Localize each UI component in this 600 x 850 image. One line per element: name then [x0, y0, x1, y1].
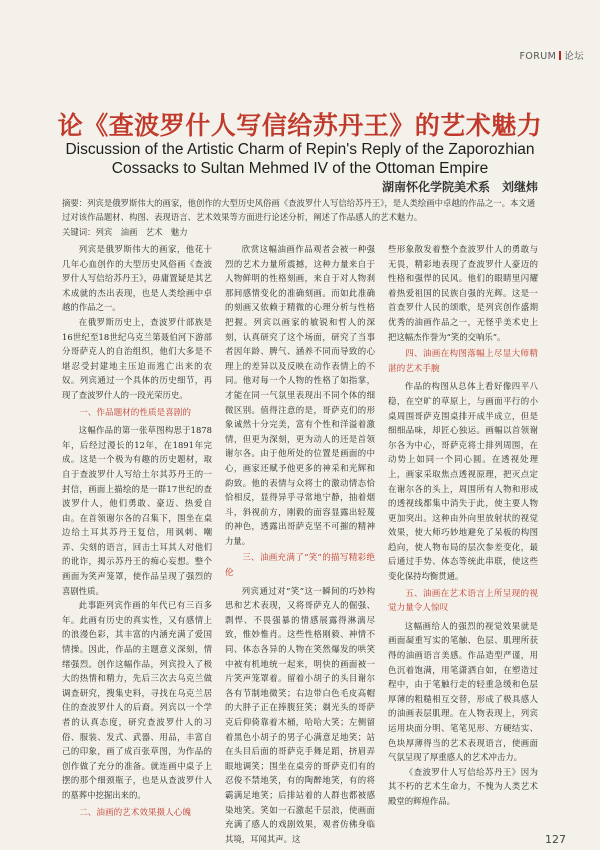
- page-number: 127: [545, 833, 566, 846]
- paragraph: 列宾是俄罗斯伟大的画家，他花十几年心血创作的大型历史风俗画《查波罗什人写信给苏丹王》，毋庸置疑是其艺术成就的杰出表现，也是人类绘画中卓越的作品之一。: [62, 244, 212, 313]
- paragraph: 欣赏这幅油画作品观者会被一种强烈的艺术力量所震撼，这种力量来自于人物鲜明的性格刻画，来自于对人物刹那间感情变化的准确刻画。而如此准确的刻画又依赖于精微的心理分析与性格把握。列宾以画家的敏锐和哲人的深刻，认真研究了这个场面，研究了当事者因年龄、脾气、涵养不同而导致的心理上的差异以及反映在动作表情上的不同。他对每一个人物的性格了如指掌，才能在同一气氛里表现出不同个体的细微区别。值得注意的是，哥萨克们的形象诚然十分完美，富有个性和洋溢着激情，但更为深刻，更为动人的还是首领谢尔各。由于他所处的位置是画面的中心，画家还赋予他更多的神采和光辉和韵致。他的表情与众将士的激动情态恰恰相反，显得异乎寻常地宁静，抽着烟斗，斜视前方，刚毅的面容显露出轻蔑的神色，透露出哥萨克坚不可摧的精神力量。: [225, 244, 375, 546]
- abstract-block: [62, 197, 538, 239]
- section-heading: 四、油画在构图落幅上尽显大师精湛的艺术手腕: [388, 349, 538, 374]
- section-heading: 二、油画的艺术效果摄人心魄: [79, 807, 191, 818]
- section-heading: 三、油画充满了“笑”的描写精彩绝伦: [225, 553, 375, 579]
- author-line: 湖南怀化学院美术系 刘继炜: [381, 180, 538, 194]
- title-english-line-1: Discussion of the Artistic Charm of Repin's Reply of the Zaporozhian: [65, 141, 535, 158]
- abstract-text: 摘要：列宾是俄罗斯伟大的画家，他创作的大型历史风俗画《查波罗什人写信给苏丹王》，是人类绘画中卓越的作品之一。本文通过对该作品题材、构图、表现语言、艺术效果等方面进行论述分析，阐述了作品感人的艺术魅力。: [62, 198, 536, 222]
- paragraph: 这幅作品的第一张草图构思于1878年，后经过漫长的12年，在1891年完成。这是一个极为有趣的历史题材，取自于查波罗什人写给土尔其苏丹王的一封信，画面上描绘的是一群17世纪的查波罗什人，他们勇敢、豪迈、热爱自由。在首领谢尔各的召集下，围坐在桌边给土耳其苏丹王复信，用讽刺、嘲弄、尖刻的语言，回击土耳其人对他们的讹诈，揭示苏丹王的痴心妄想。整个画面为笑声笼罩，使作品呈现了强烈的喜剧性质。: [62, 425, 212, 596]
- section-tag-divider: [559, 51, 561, 60]
- section-tag: [519, 48, 584, 62]
- paragraph: 《查波罗什人写信给苏丹王》因为其不朽的艺术生命力，不愧为人类艺术殿堂的辉煌作品。: [388, 766, 538, 806]
- title-english-line-2: Cossacks to Sultan Mehmed IV of the Ottoman Empire: [111, 160, 489, 177]
- keywords: 关键词：列宾 油画 艺术 魅力: [62, 226, 188, 237]
- paragraph: 列宾通过对“笑”这一瞬间的巧妙构思和艺术表现，又将哥萨克人的倔强、剽悍、不畏强暴的情感展露得淋漓尽致，惟妙惟肖。这些性格刚毅、神情不同、体态各异的人物在笑然爆发的哄笑中被有机地统一起来，明快的画面被一片笑声笼罩着。留着小胡子的头目谢尔各有节制地微笑；右边带白色毛皮高帽的大胖子正在捧腹狂笑；剃光头的哥萨克后仰倚靠着木桶，哈哈大笑；左侧留着黑色小胡子的男子心满意足地笑；站在头目后面的哥萨克手舞足蹈，挤眉弄眼地调笑；围坐在桌旁的哥萨克们有的忍俊不禁地笑，有的陶醉地笑，有的将霸满足地笑；后排站着的人群也都被感染地笑。笑如一石激起千层浪，使画面充满了感人的戏剧效果，观者仿佛身临其境，耳闻其声。这: [225, 585, 375, 844]
- paragraph-continued: 些形象散发着整个查波罗什人的勇敢与无畏，精彩地表现了查波罗什人豪迈的性格和强悍的民风。他们的眼睛里闪耀着热爱祖国的民族自强的光辉。这是一首查罗什人民的颂歌，是列宾创作盛期优秀的油画作品之一，无怪乎美术史上把这幅杰作誉为“笑的交响乐”。: [388, 244, 538, 342]
- column-3: [388, 242, 538, 812]
- title-chinese: 论《查波罗什人写信给苏丹王》的艺术魅力: [57, 111, 543, 140]
- paragraph: 在俄罗斯历史上，查波罗什部族是16世纪至18世纪乌克兰第聂伯河下游部分哥萨克人的自治组织，他们大多是不堪忍受封建地主压迫而逃亡出来的农奴。列宾通过一个具体的历史细节，再现了查波罗什人的一段光荣历史。: [62, 316, 212, 400]
- body-columns: [62, 242, 538, 844]
- paragraph: 作品的构图从总体上看好像四平八稳，在空旷的草原上，与画面平行的小桌周围哥萨克围桌排开成半成立，但是细细品味，却匠心独运。画幅以首领谢尔各为中心，哥萨克将士排列周围，在动势上如同一个同心圆。在透视处理上，画家采取焦点透视原理，把灭点定在谢尔各的头上，周围所有人物和形成的透视线都集中消失于此，使主要人物更加突出。这种由外向里放射状的视觉效果，使大师巧妙地避免了呆板的构图趋向，使人物布局的层次参差变化，最后通过手势、体态等统此串联，使这些变化保持均衡贯通。: [388, 381, 538, 582]
- title-english: [0, 140, 600, 178]
- section-tag-en: FORUM: [519, 51, 557, 62]
- column-1: [62, 242, 212, 818]
- section-heading: 一、作品题材的性质是喜剧的: [79, 407, 191, 418]
- paragraph: 此事距列宾作画的年代已有三百多年。此画有历史的真实性，又有感情上的浪漫色彩，其丰富的内涵充满了爱国情操。因此，作品的主题意义深刻，情绪强烈。创作这幅作品，列宾投入了极大的热情和精力，先后三次去乌克兰做调查研究，搜集史料，寻找在乌克兰居住的查波罗什人的后裔。列宾以一个学者的认真态度，研究查波罗什人的习俗、服装、发式、武器、用品，丰富自己的印象，画了成百张草图，为作品的创作做了充分的准备。就连画中桌子上摆的那个细颈瓶子，也是从查波罗什人的墓葬中挖掘出来的。: [62, 600, 212, 800]
- section-heading: 五、油画在艺术语言上所呈现的视觉力量令人惊叹: [388, 588, 538, 614]
- section-tag-cn: 论坛: [564, 51, 584, 62]
- paragraph: 这幅画给人的强烈的视觉效果就是画面凝重写实的笔触、色层、肌理所获得的油画语言美感。作品造型严谨，用色沉着饱满，用笔潇洒自如，在塑造过程中，由于笔触行走的轻重急缓和色层厚薄的粗糙相互交替，形成了极具感人的油画表层肌理。在人物表现上，列宾运用块面分明、笔笔见形、方硬结实、色块厚薄得当的艺术表现语言，使画面气氛呈现了厚重感人的艺术冲击力。: [388, 620, 538, 763]
- column-2: [225, 242, 375, 844]
